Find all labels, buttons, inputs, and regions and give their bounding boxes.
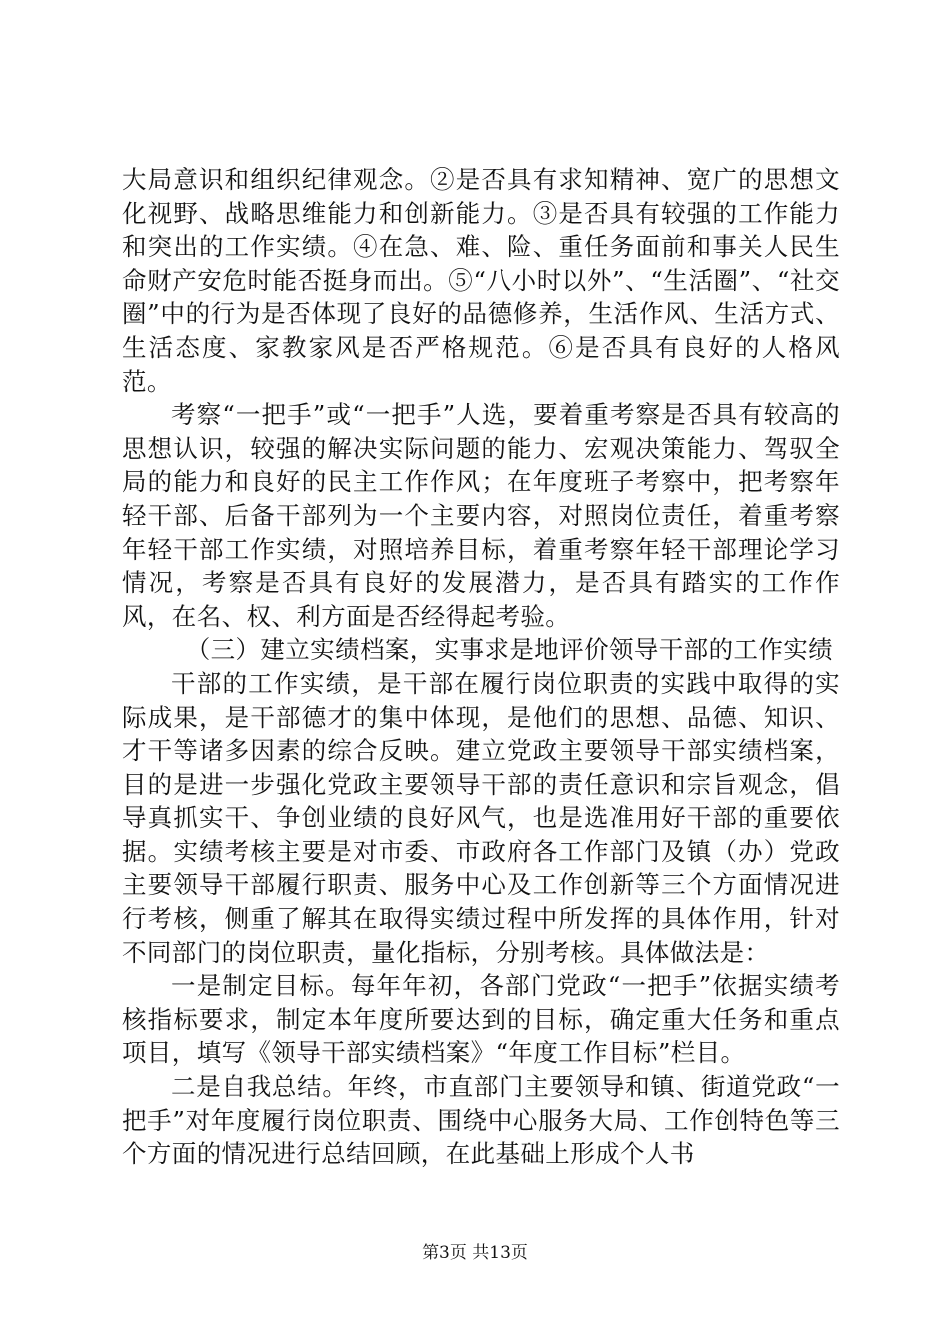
paragraph-set-goals: 一是制定目标。每年年初，各部门党政“一把手”依据实绩考核指标要求，制定本年度所要达到的目标，确定重大任务和重点项目，填写《领导干部实绩档案》“年度工作目标”栏目。 [122,971,840,1068]
document-body [122,163,840,1171]
paragraph-inspection-leader: 考察“一把手”或“一把手”人选，要着重考察是否具有较高的思想认识，较强的解决实际问题的能力、宏观决策能力、驾驭全局的能力和良好的民主工作作风；在年度班子考察中，把考察年轻干部、后备干部列为一个主要内容，对照岗位责任，着重考察年轻干部工作实绩，对照培养目标，着重考察年轻干部理论学习情况，考察是否具有良好的发展潜力，是否具有踏实的工作作风，在名、权、利方面是否经得起考验。 [122,400,840,631]
paragraph-continuation: 大局意识和组织纪律观念。②是否具有求知精神、宽广的思想文化视野、战略思维能力和创新能力。③是否具有较强的工作能力和突出的工作实绩。④在急、难、险、重任务面前和事关人民生命财产安危时能否挺身而出。⑤“八小时以外”、“生活圈”、“社交圈”中的行为是否体现了良好的品德修养，生活作风、生活方式、生活态度、家教家风是否严格规范。⑥是否具有良好的人格风范。 [122,165,840,396]
section-heading-3: （三）建立实绩档案，实事求是地评价领导干部的工作实绩 [185,635,834,665]
page-number-footer: 第3页 共13页 [422,1243,528,1263]
paragraph-self-summary: 二是自我总结。年终，市直部门主要领导和镇、街道党政“一把手”对年度履行岗位职责、围绕中心服务大局、工作创特色等三个方面的情况进行总结回顾，在此基础上形成个人书 [122,1072,840,1169]
paragraph-work-performance: 干部的工作实绩，是干部在履行岗位职责的实践中取得的实际成果，是干部德才的集中体现，是他们的思想、品德、知识、才干等诸多因素的综合反映。建立党政主要领导干部实绩档案，目的是进一步强化党政主要领导干部的责任意识和宗旨观念，倡导真抓实干、争创业绩的良好风气，也是选准用好干部的重要依据。实绩考核主要是对市委、市政府各工作部门及镇（办）党政主要领导干部履行职责、服务中心及工作创新等三个方面情况进行考核，侧重了解其在取得实绩过程中所发挥的具体作用，针对不同部门的岗位职责，量化指标，分别考核。具体做法是： [122,668,840,967]
